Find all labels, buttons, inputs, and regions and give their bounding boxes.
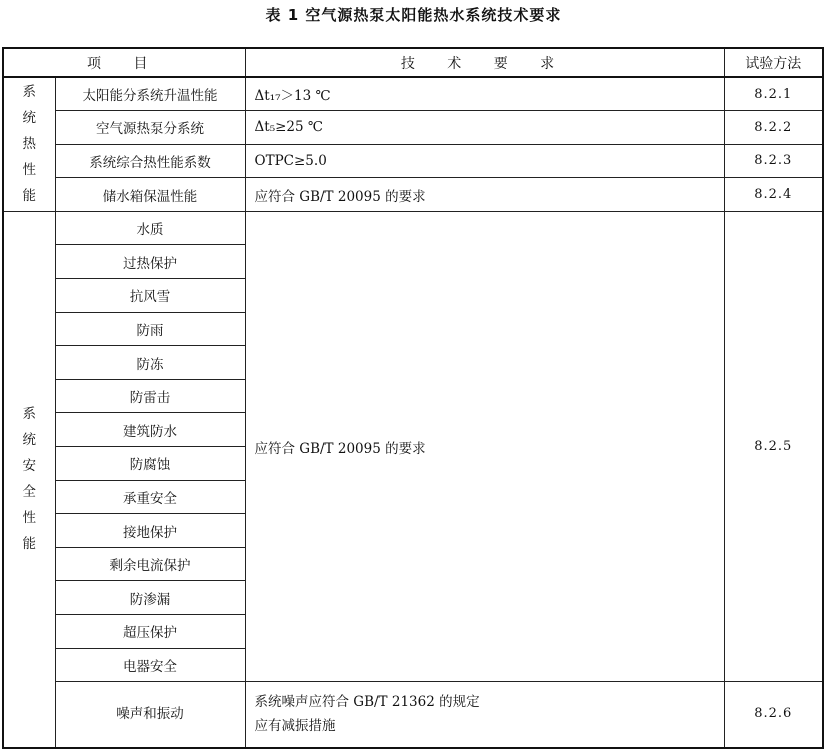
item-cell: 防渗漏 [55, 581, 245, 615]
method-cell: 8.2.2 [724, 111, 823, 145]
requirement-cell: OTPC≥5.0 [245, 144, 724, 178]
requirement-line: 系统噪声应符合 GB/T 21362 的规定 [254, 694, 480, 711]
requirement-cell: 应符合 GB/T 20095 的要求 [245, 211, 724, 681]
requirements-table [2, 47, 824, 749]
header-method: 试验方法 [724, 48, 823, 77]
requirement-cell: 应符合 GB/T 20095 的要求 [245, 178, 724, 212]
item-cell: 承重安全 [55, 480, 245, 514]
item-cell: 超压保护 [55, 615, 245, 649]
table-caption: 表 1 空气源热泵太阳能热水系统技术要求 [265, 6, 562, 24]
item-cell: 太阳能分系统升温性能 [55, 77, 245, 111]
item-cell: 抗风雪 [55, 279, 245, 313]
header-requirement: 技 术 要 求 [245, 48, 724, 77]
item-cell: 储水箱保温性能 [55, 178, 245, 212]
item-cell: 接地保护 [55, 514, 245, 548]
method-cell: 8.2.5 [724, 211, 823, 681]
table-row [3, 77, 823, 111]
item-cell: 剩余电流保护 [55, 547, 245, 581]
method-cell: 8.2.3 [724, 144, 823, 178]
requirement-cell: Δt₅≥25 ℃ [245, 111, 724, 145]
section-safety: 系 统 安 全 性 能 [3, 211, 55, 747]
table-row [3, 211, 823, 245]
item-cell: 建筑防水 [55, 413, 245, 447]
item-cell: 过热保护 [55, 245, 245, 279]
method-cell: 8.2.1 [724, 77, 823, 111]
requirement-line: 应有减振措施 [254, 718, 336, 735]
table-row [3, 144, 823, 178]
item-cell: 水质 [55, 211, 245, 245]
item-cell: 空气源热泵分系统 [55, 111, 245, 145]
item-cell: 防雨 [55, 312, 245, 346]
method-cell: 8.2.4 [724, 178, 823, 212]
method-cell: 8.2.6 [724, 682, 823, 748]
section-thermal: 系 统 热 性 能 [3, 77, 55, 211]
header-row [3, 48, 823, 77]
item-cell: 防腐蚀 [55, 447, 245, 481]
item-cell: 防雷击 [55, 379, 245, 413]
item-cell: 系统综合热性能系数 [55, 144, 245, 178]
table-row [3, 178, 823, 212]
table-row [3, 111, 823, 145]
header-item: 项 目 [3, 48, 245, 77]
item-cell: 防冻 [55, 346, 245, 380]
item-cell: 电器安全 [55, 648, 245, 682]
item-cell: 噪声和振动 [55, 682, 245, 748]
table-row [3, 682, 823, 748]
requirement-cell: Δt₁₇＞13 ℃ [245, 77, 724, 111]
requirement-cell [245, 682, 724, 748]
